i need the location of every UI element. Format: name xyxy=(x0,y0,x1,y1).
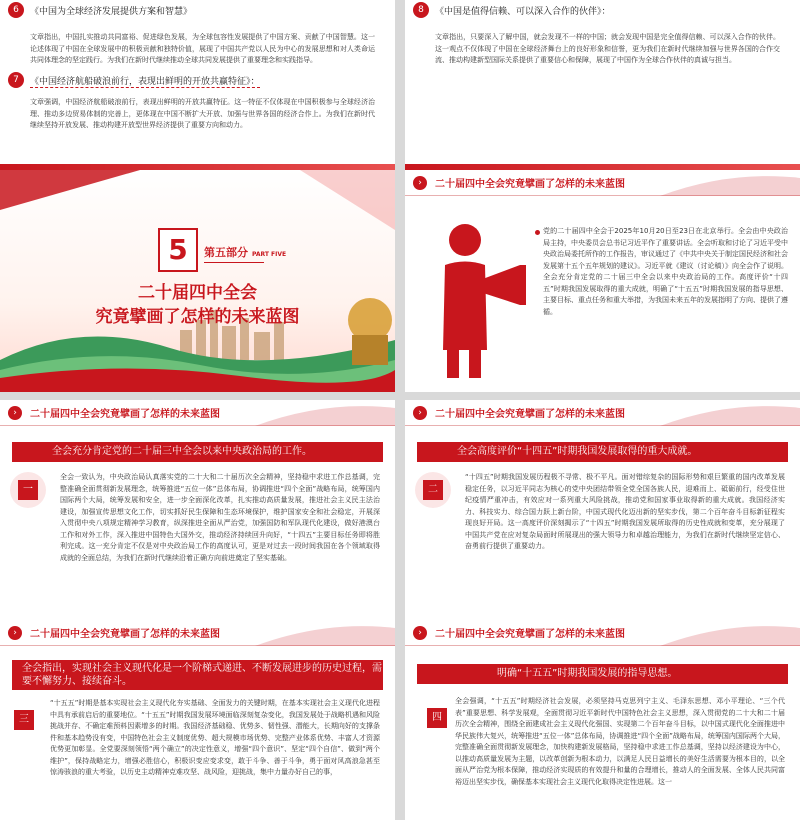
slide-8 xyxy=(405,620,800,820)
header-arrow-icon: › xyxy=(413,626,427,640)
intro-paragraph: 党的二十届四中全会于2025年10月20日至23日在北京举行。全会由中央政治局主持，中央委员会总书记习近平作了重要讲话。全会听取和讨论了习近平受中央政治局委托所作的工作报告，审议通过了《中共中央关于制定国民经济和社会发展第十五个五年规划的建议》。习近平就《建议（讨论稿）》向全会作了说明。全会充分肯定党的二十届三中全会以来中央政治局的工作。高度评价“十四五”时期我国发展取得的重大成就，明确了“十五五”时期我国发展的指导思想、主要目标、重点任务和重大举措，为我国未来五年的发展指明了方向、提供了遵循。 xyxy=(543,227,788,316)
section-bar: 全会高度评价“十四五”时期我国发展取得的重大成就。 xyxy=(417,442,788,462)
item-number: 7 xyxy=(8,72,24,88)
header-wave xyxy=(255,400,395,426)
slide-6 xyxy=(405,400,800,620)
slide-4 xyxy=(405,170,800,392)
header-arrow-icon: › xyxy=(413,406,427,420)
item-heading: 《中国是值得信赖、可以深入合作的伙伴》： xyxy=(435,7,611,17)
slide-1 xyxy=(0,0,395,172)
section-paragraph: 全会强调，“十五五”时期经济社会发展，必须坚持马克思列宁主义、毛泽东思想、邓小平理论、“三个代表”重要思想、科学发展观，全面贯彻习近平新时代中国特色社会主义思想，深入贯彻党的二十大和二十届历次全会精神，围绕全面建成社会主义现代化强国、实现第二个百年奋斗目标，以中国式现代化全面推进中华民族伟大复兴，统筹推进“五位一体”总体布局，协调推进“四个全面”战略布局，统筹国内国际两个大局，完整准确全面贯彻新发展理念，加快构建新发展格局，坚持稳中求进工作总基调，坚持以经济建设为中心，以推动高质量发展为主题，以改革创新为根本动力，以满足人民日益增长的美好生活需要为根本目的，以全面从严治党为根本保障，推动经济实现质的有效提升和量的合理增长，推动人的全面发展、全体人民共同富裕迈出坚实步伐，确保基本实现社会主义现代化取得决定性进展。这一 xyxy=(455,697,785,786)
header-wave xyxy=(660,620,800,646)
section-paragraph: 全会一致认为，中央政治局认真落实党的二十大和二十届历次全会精神，坚持稳中求进工作总基调，完整准确全面贯彻新发展理念，统筹推进“五位一体”总体布局，协调推进“四个全面”战略布局，统筹国内国际两个大局，统筹发展和安全，进一步全面深化改革，扎实推动高质量发展，推进社会主义民主法治建设，加强宣传思想文化工作，切实抓好民生保障和生态环境保护，维护国家安全和社会稳定，开展深入贯彻中央八项规定精神学习教育，纵深推进全面从严治党，加强国防和军队现代化建设，做好港澳台工作和对外工作，深入推进中国特色大国外交，推动经济持续回升向好，“十四五”主要目标任务即将胜利完成。这一充分肯定不仅是对中央政治局工作的高度认可，更是对过去一段时间我国在各个领域取得成就的全面总结，为我们在新时代继续沿着正确方向前进奠定了坚实基础。 xyxy=(60,473,380,562)
bullet xyxy=(535,230,540,235)
header-wave xyxy=(255,620,395,646)
item-heading: 《中国经济航船破浪前行，表现出鲜明的开放共赢特征》： xyxy=(30,74,260,88)
header-title: 二十届四中全会究竟擘画了怎样的未来蓝图 xyxy=(30,409,220,420)
divider xyxy=(204,262,264,263)
item-number: 8 xyxy=(413,2,429,18)
section-bar: 全会充分肯定党的二十届三中全会以来中央政治局的工作。 xyxy=(12,442,383,462)
slide-2 xyxy=(405,0,800,172)
slide-header xyxy=(0,620,395,646)
item-paragraph: 文章指出，只要深入了解中国，就会发现不一样的中国；就会发现中国是完全值得信赖、可以深入合作的伙伴。这一观点不仅体现了中国在全球经济舞台上的良好形象和信誉，更为我们在新时代继续加强与世界各国的合作交流、推动构建新型国际关系提供了重要信心和保障，展现了中国作为全球合作伙伴的真诚与担当。 xyxy=(435,33,780,64)
section-number: 二 xyxy=(423,480,443,500)
header-arrow-icon: › xyxy=(413,176,427,190)
cover-title-line1: 二十届四中全会 xyxy=(138,283,257,303)
header-wave xyxy=(660,170,800,196)
header-title: 二十届四中全会究竟擘画了怎样的未来蓝图 xyxy=(435,179,625,190)
cover-title-line2: 究竟擘画了怎样的未来蓝图 xyxy=(95,307,300,327)
part-label: 第五部分 PART FIVE xyxy=(204,246,287,259)
slide-header xyxy=(0,400,395,426)
section-paragraph: “十五五”时期是基本实现社会主义现代化夯实基础、全面发力的关键时期，在基本实现社会主义现代化进程中具有承前启后的重要地位。“十五五”时期我国发展环境面临深刻复杂变化，我国发展处于战略机遇和风险挑战并存、不确定难预料因素增多的时期。我国经济基础稳、优势多、韧性强、潜能大，长期向好的支撑条件和基本趋势没有变，中国特色社会主义制度优势、超大规模市场优势、完整产业体系优势、丰富人才资源优势更加彰显。全党要深刻领悟“两个确立”的决定性意义，增强“四个意识”、坚定“四个自信”、做到“两个维护”，保持战略定力，增强必胜信心，积极识变应变求变，敢于斗争、善于斗争，勇于面对风高浪急甚至惊涛骇浪的重大考验，以历史主动精神克难攻坚、战风险，迎挑战，集中力量办好自己的事， xyxy=(50,699,380,776)
slide-header xyxy=(405,400,800,426)
header-wave xyxy=(660,400,800,426)
slide-header xyxy=(405,170,800,196)
slide-7 xyxy=(0,620,395,820)
section-bar: 明确“十五五”时期我国发展的指导思想。 xyxy=(417,664,788,684)
megaphone-person-icon xyxy=(425,210,535,380)
header-title: 二十届四中全会究竟擘画了怎样的未来蓝图 xyxy=(435,629,625,640)
header-title: 二十届四中全会究竟擘画了怎样的未来蓝图 xyxy=(435,409,625,420)
item-paragraph: 文章强调，中国经济航船破浪前行，表现出鲜明的开放共赢特征。这一特征不仅体现在中国积极参与全球经济治理、推动多边贸易体制的完善上，更体现在中国不断扩大开放、加强与世界各国的经济合作上。为我们在新时代继续坚持开放发展、推动构建开放型世界经济提供了重要方向和动力。 xyxy=(30,98,375,129)
cover-slide xyxy=(0,170,395,392)
item-heading: 《中国为全球经济发展提供方案和智慧》 xyxy=(30,7,193,17)
header-title: 二十届四中全会究竟擘画了怎样的未来蓝图 xyxy=(30,629,220,640)
section-bar: 全会指出，实现社会主义现代化是一个阶梯式递进、不断发展进步的历史过程，需要不懈努力、接续奋斗。 xyxy=(12,660,383,690)
slide-5 xyxy=(0,400,395,620)
section-number: 四 xyxy=(427,708,447,728)
section-number: 一 xyxy=(18,480,38,500)
part-label-en: PART FIVE xyxy=(252,251,287,258)
item-paragraph: 文章指出，中国扎实推动共同富裕、促进绿色发展，为全球包容性发展提供了中国方案、贡献了中国智慧。这一论述体现了中国在全球发展中的积极贡献和独特价值，展现了中国共产党以人民为中心的发展思想和对人类命运共同体理念的坚定践行。为我们在新时代继续推动全球共同发展提供了重要理念和实践指导。 xyxy=(30,33,375,64)
section-number: 三 xyxy=(14,710,34,730)
header-arrow-icon: › xyxy=(8,626,22,640)
item-number: 6 xyxy=(8,2,24,18)
slide-header xyxy=(405,620,800,646)
section-paragraph: “十四五”时期我国发展历程极不寻常、极不平凡。面对错综复杂的国际形势和艰巨繁重的国内改革发展稳定任务，以习近平同志为核心的党中央团结带领全党全国各族人民，迎难而上、砥砺前行，经受住世纪疫情严重冲击，有效应对一系列重大风险挑战，推动党和国家事业取得新的重大成就。我国经济实力、科技实力、综合国力跃上新台阶，中国式现代化迈出新的坚实步伐，第二个百年奋斗目标新征程实现良好开局。这一高度评价深刻揭示了“十四五”时期我国发展所取得的历史性成就和变革，充分展现了中国共产党在应对复杂局面时所展现出的强大领导力和卓越治理能力，为我们在新时代继续坚定信心、奋勇前行提供了重要动力。 xyxy=(465,473,785,550)
header-arrow-icon: › xyxy=(8,406,22,420)
part-number: 5 xyxy=(158,228,198,272)
